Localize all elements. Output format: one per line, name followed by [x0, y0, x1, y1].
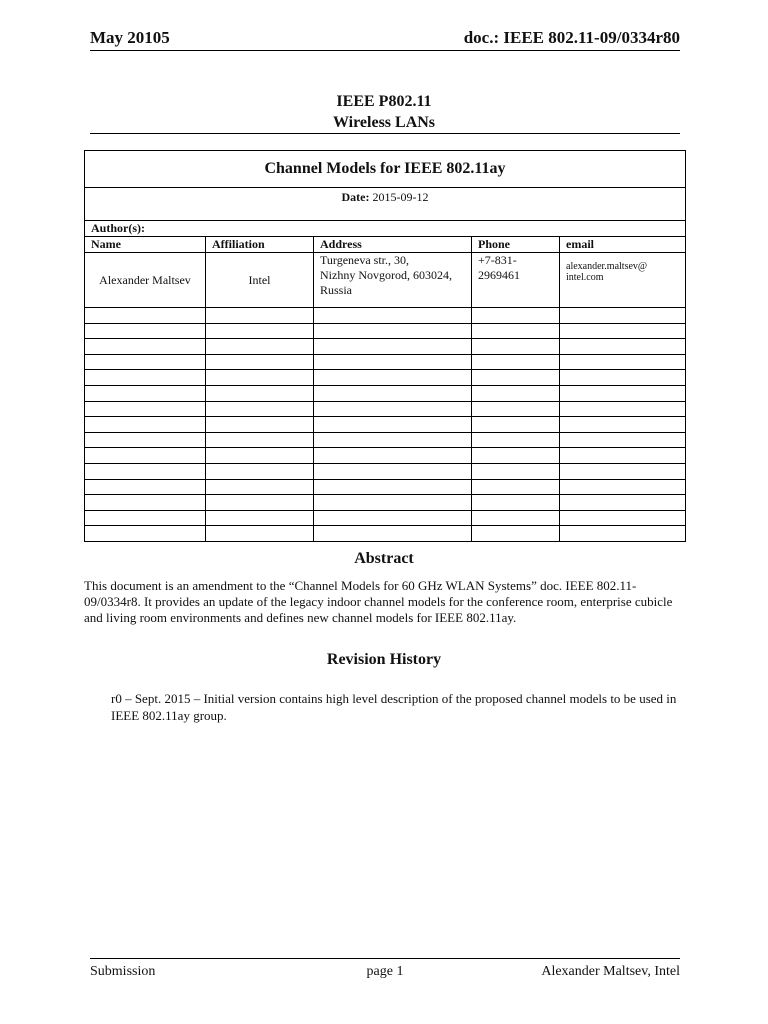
empty-table-cell — [206, 479, 314, 495]
empty-table-cell — [560, 370, 686, 386]
date-row — [85, 188, 686, 221]
empty-table-cell — [560, 401, 686, 417]
empty-table-cell — [472, 463, 560, 479]
empty-author-rows — [85, 308, 686, 542]
empty-table-cell — [314, 308, 472, 324]
address-line: Turgeneva str., 30, — [320, 253, 410, 267]
empty-table-cell — [85, 432, 206, 448]
empty-table-cell — [560, 339, 686, 355]
empty-table-cell — [85, 463, 206, 479]
col-header-phone: Phone — [472, 237, 560, 253]
footer-submission: Submission — [90, 964, 156, 979]
empty-table-cell — [206, 417, 314, 433]
empty-table-cell — [314, 401, 472, 417]
empty-table-cell — [314, 463, 472, 479]
empty-table-cell — [472, 339, 560, 355]
footer-author: Alexander Maltsev, Intel — [541, 964, 680, 979]
phone-line: +7-831- — [478, 253, 517, 267]
empty-table-cell — [472, 354, 560, 370]
date-value: 2015-09-12 — [372, 190, 429, 204]
empty-table-cell — [206, 510, 314, 526]
empty-table-row — [85, 308, 686, 324]
empty-table-cell — [206, 448, 314, 464]
empty-table-row — [85, 510, 686, 526]
empty-table-cell — [85, 354, 206, 370]
author-phone — [472, 253, 560, 308]
col-header-email: email — [560, 237, 686, 253]
authors-label: Author(s): — [85, 221, 686, 237]
empty-table-cell — [206, 308, 314, 324]
empty-table-cell — [85, 401, 206, 417]
email-line: intel.com — [566, 272, 604, 283]
empty-table-row — [85, 479, 686, 495]
empty-table-cell — [560, 495, 686, 511]
empty-table-row — [85, 417, 686, 433]
empty-table-row — [85, 339, 686, 355]
footer-page-number: page 1 — [366, 964, 404, 979]
doc-standard-title: IEEE P802.11 — [336, 93, 432, 110]
empty-table-cell — [206, 370, 314, 386]
empty-table-cell — [560, 479, 686, 495]
empty-table-cell — [206, 432, 314, 448]
empty-table-cell — [472, 370, 560, 386]
empty-table-cell — [206, 339, 314, 355]
empty-table-cell — [472, 308, 560, 324]
author-name: Alexander Maltsev — [85, 253, 206, 308]
empty-table-cell — [314, 370, 472, 386]
empty-table-cell — [314, 495, 472, 511]
revision-entry: r0 – Sept. 2015 – Initial version contains high level description of the proposed channel models to be used in IEEE 802.11ay group. — [111, 691, 677, 723]
empty-table-cell — [206, 495, 314, 511]
empty-table-cell — [206, 354, 314, 370]
empty-table-cell — [560, 432, 686, 448]
empty-table-cell — [560, 510, 686, 526]
empty-table-cell — [472, 323, 560, 339]
empty-table-cell — [314, 479, 472, 495]
empty-table-cell — [472, 510, 560, 526]
revision-history-heading: Revision History — [326, 651, 442, 668]
empty-table-cell — [560, 417, 686, 433]
header-doc-id: doc.: IEEE 802.11-09/0334r80 — [463, 28, 680, 47]
empty-table-cell — [85, 526, 206, 542]
page-header — [90, 28, 680, 51]
abstract-heading: Abstract — [354, 550, 414, 567]
empty-table-cell — [206, 323, 314, 339]
empty-table-cell — [206, 401, 314, 417]
empty-table-cell — [314, 510, 472, 526]
empty-table-cell — [472, 432, 560, 448]
empty-table-cell — [472, 479, 560, 495]
empty-table-cell — [560, 385, 686, 401]
empty-table-cell — [206, 526, 314, 542]
col-header-address: Address — [314, 237, 472, 253]
empty-table-cell — [206, 385, 314, 401]
empty-table-cell — [85, 510, 206, 526]
email-line: alexander.maltsev@ — [566, 261, 648, 272]
abstract-text: This document is an amendment to the “Channel Models for 60 GHz WLAN Systems” doc. IEEE 802.11-09/0334r8. It provides an update of the legacy indoor channel models for the conference room, enterprise cubicle and living room environments and defines new channel models for IEEE 802.11ay. — [84, 578, 673, 625]
empty-table-row — [85, 432, 686, 448]
author-email — [560, 253, 686, 308]
empty-table-cell — [560, 354, 686, 370]
empty-table-row — [85, 495, 686, 511]
empty-table-cell — [314, 526, 472, 542]
empty-table-cell — [472, 495, 560, 511]
empty-table-cell — [314, 432, 472, 448]
empty-table-cell — [206, 463, 314, 479]
empty-table-cell — [314, 354, 472, 370]
empty-table-cell — [560, 463, 686, 479]
empty-table-row — [85, 463, 686, 479]
date-label: Date: — [341, 190, 370, 204]
empty-table-cell — [85, 495, 206, 511]
empty-table-cell — [314, 339, 472, 355]
empty-table-cell — [85, 323, 206, 339]
empty-table-cell — [472, 401, 560, 417]
empty-table-cell — [560, 308, 686, 324]
empty-table-cell — [85, 308, 206, 324]
empty-table-cell — [85, 385, 206, 401]
doc-subtitle: Wireless LANs — [332, 114, 436, 131]
author-address — [314, 253, 472, 308]
header-date: May 20105 — [90, 28, 170, 47]
empty-table-cell — [472, 448, 560, 464]
document-info-table — [84, 150, 686, 542]
empty-table-cell — [85, 479, 206, 495]
empty-table-cell — [472, 385, 560, 401]
empty-table-cell — [560, 448, 686, 464]
author-affiliation: Intel — [206, 253, 314, 308]
empty-table-cell — [85, 339, 206, 355]
empty-table-cell — [472, 417, 560, 433]
col-header-name: Name — [85, 237, 206, 253]
empty-table-cell — [85, 448, 206, 464]
address-line: Nizhny Novgorod, 603024, — [320, 268, 452, 282]
empty-table-cell — [314, 448, 472, 464]
empty-table-row — [85, 370, 686, 386]
empty-table-cell — [314, 323, 472, 339]
empty-table-row — [85, 385, 686, 401]
empty-table-cell — [560, 526, 686, 542]
empty-table-cell — [472, 526, 560, 542]
col-header-affiliation: Affiliation — [206, 237, 314, 253]
empty-table-cell — [560, 323, 686, 339]
empty-table-cell — [314, 417, 472, 433]
empty-table-cell — [85, 370, 206, 386]
phone-line: 2969461 — [478, 268, 520, 282]
authors-header-row — [85, 237, 686, 253]
title-divider — [90, 133, 680, 134]
empty-table-row — [85, 526, 686, 542]
author-row — [85, 253, 686, 308]
empty-table-row — [85, 354, 686, 370]
empty-table-row — [85, 448, 686, 464]
empty-table-cell — [85, 417, 206, 433]
empty-table-cell — [314, 385, 472, 401]
empty-table-row — [85, 401, 686, 417]
doc-title: Channel Models for IEEE 802.11ay — [85, 151, 686, 188]
empty-table-row — [85, 323, 686, 339]
address-line: Russia — [320, 283, 353, 297]
page-footer — [90, 958, 680, 984]
